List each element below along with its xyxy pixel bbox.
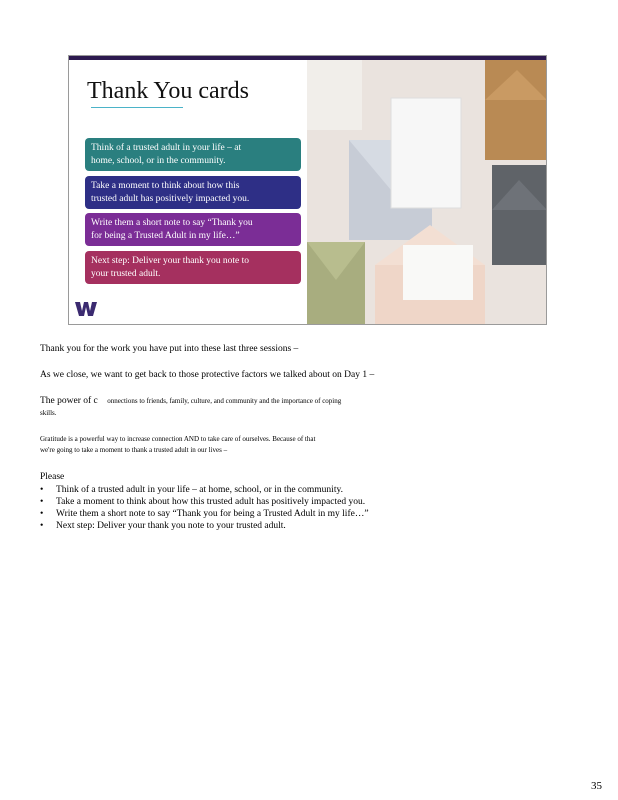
note-small-text: onnections to friends, family, culture, and community and the importance of coping <box>107 397 342 405</box>
card-line: trusted adult has positively impacted you. <box>91 193 250 204</box>
card-line: your trusted adult. <box>91 268 161 279</box>
note-please: Please <box>40 472 65 482</box>
uw-logo-icon <box>75 302 97 316</box>
note-paragraph-1: Thank you for the work you have put into these last three sessions – <box>40 344 299 354</box>
note-lead: The power of c <box>40 396 98 406</box>
list-item: • Next step: Deliver your thank you note to your trusted adult. <box>40 521 369 533</box>
note-paragraph-4-line2: we're going to take a moment to thank a trusted adult in our lives – <box>40 446 228 454</box>
card-line: Next step: Deliver your thank you note to <box>91 256 250 266</box>
card-think <box>85 138 301 171</box>
slide-title: Thank You cards <box>87 78 249 104</box>
card-write <box>85 213 301 246</box>
note-paragraph-4-line1: Gratitude is a powerful way to increase connection AND to take care of ourselves. Because of that <box>40 435 316 443</box>
page-number: 35 <box>591 780 602 792</box>
card-reflect <box>85 176 301 209</box>
list-item: • Write them a short note to say “Thank you for being a Trusted Adult in my life…” <box>40 509 369 521</box>
slide-thumbnail <box>68 55 547 325</box>
list-item: • Think of a trusted adult in your life – at home, school, or in the community. <box>40 485 369 497</box>
card-line: Take a moment to think about how this <box>91 181 240 191</box>
card-deliver <box>85 251 301 284</box>
envelopes-illustration <box>307 60 547 325</box>
note-paragraph-2: As we close, we want to get back to those protective factors we talked about on Day 1 – <box>40 370 375 380</box>
note-paragraph-3 <box>40 396 341 406</box>
title-underline <box>91 107 183 108</box>
card-line: for being a Trusted Adult in my life…” <box>91 230 240 241</box>
envelopes-photo <box>307 60 547 325</box>
card-line: Write them a short note to say “Thank you <box>91 218 253 228</box>
card-line: home, school, or in the community. <box>91 155 226 166</box>
note-bullet-list <box>40 485 369 533</box>
list-item: • Take a moment to think about how this trusted adult has positively impacted you. <box>40 497 369 509</box>
card-line: Think of a trusted adult in your life – at <box>91 143 242 153</box>
note-paragraph-3-cont: skills. <box>40 409 57 417</box>
